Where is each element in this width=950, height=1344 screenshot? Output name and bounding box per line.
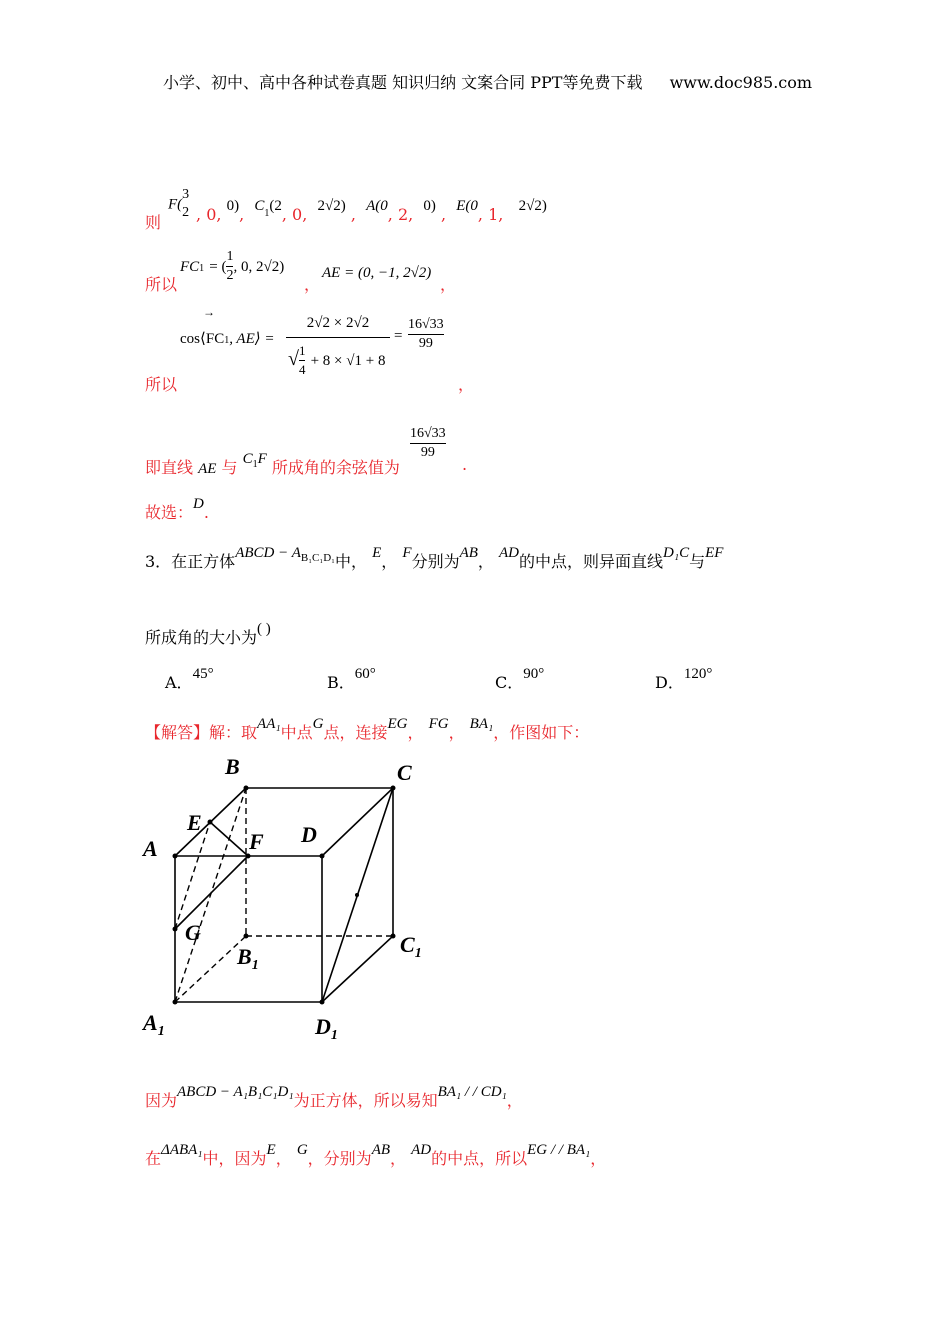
label-D1-letter: D [315, 1014, 331, 1039]
solution-line [145, 716, 590, 743]
cos-den-frac-d: 4 [298, 362, 306, 377]
cos-eq: = [394, 328, 403, 344]
cos-lhs-tail: , AE⟩ = [229, 331, 275, 347]
coords-C1-a: (2 [269, 198, 282, 214]
question-AD: AD [499, 545, 520, 561]
cos-end: ， [458, 375, 475, 394]
point-F [246, 854, 251, 859]
vec-FC1-sub: 1 [199, 263, 205, 274]
option-a[interactable] [165, 666, 214, 693]
label-C1-letter: C [400, 932, 415, 957]
solution-EG: EG [387, 716, 408, 732]
cube-solid-edges [175, 788, 393, 1002]
label-F: F [249, 829, 264, 854]
question-AB: AB [459, 545, 478, 561]
coords-E-c: 2√2) [518, 198, 547, 214]
choice-text: 故选： [145, 503, 194, 522]
label-D1-sub: 1 [330, 1028, 338, 1043]
question-num: 3．在正方体 [145, 552, 236, 571]
coords-sep: , [440, 205, 447, 224]
solution-t1: 解：取 [209, 723, 258, 742]
vectors-sep: ， [304, 275, 321, 294]
in-rel: EG / / BA₁ [527, 1142, 591, 1158]
label-B1 [236, 944, 259, 973]
label-C1-sub: 1 [414, 946, 422, 961]
question-EF: EF [705, 545, 724, 561]
coords-F-frac-n: 3 [182, 187, 190, 202]
label-A1 [141, 1010, 165, 1039]
option-b-value: 60° [354, 666, 376, 682]
coords-F [168, 186, 189, 222]
option-d-label: D． [655, 673, 684, 692]
label-B1-letter: B [237, 944, 252, 969]
cos-fracbar [286, 337, 390, 338]
conclusion-C1F-tail: F [257, 451, 267, 467]
in-tri: ΔABA₁ [161, 1142, 203, 1158]
question-E: E [372, 545, 382, 561]
option-d-value: 120° [683, 666, 713, 682]
question-line2 [145, 621, 271, 648]
question-t4: ， [477, 552, 494, 571]
in-line [145, 1142, 607, 1169]
option-d[interactable] [655, 666, 713, 693]
cos-den-frac-n: 1 [299, 342, 306, 361]
conclusion-text1: 即直线 [145, 458, 194, 477]
in-t4: ，分别为 [307, 1149, 372, 1168]
cos-arrow: → [203, 305, 215, 319]
point-D1 [320, 1000, 325, 1005]
solution-AA1: AA₁ [257, 716, 281, 732]
conclusion-text3: 所成角的余弦值为 [271, 458, 400, 477]
coords-sep: , [196, 205, 202, 224]
option-a-label: A． [165, 673, 193, 692]
coords-A-label: A(0 [366, 198, 388, 214]
vec-FC1-lhs: FC [180, 259, 200, 275]
cos-lhs-text: cos⟨FC [180, 331, 225, 347]
in-E: E [266, 1142, 276, 1158]
in-t3: ， [275, 1149, 292, 1168]
solution-t2: 中点 [280, 723, 313, 742]
cos-num [286, 312, 390, 332]
vectors-AE: AE = (0, −1, 2√2) [322, 265, 432, 281]
because-line [145, 1084, 523, 1111]
coords-F-frac-d: 2 [182, 205, 190, 220]
header-site: www.doc985.com [669, 73, 813, 92]
conclusion-C1F-sub: 1 [252, 459, 258, 470]
vec-FC1-eq: = ( [209, 259, 227, 275]
point-A [173, 854, 178, 859]
conclusion-AE: AE [198, 461, 217, 477]
coords-sep: , [498, 205, 504, 224]
solution-G: G [312, 716, 324, 732]
cos-den [288, 342, 385, 379]
coords-sep: , [302, 205, 308, 224]
coords-sep: , [239, 205, 245, 224]
in-t2: 中，因为 [202, 1149, 267, 1168]
in-t6: 的中点，所以 [431, 1149, 528, 1168]
point-E [208, 820, 213, 825]
point-G [173, 927, 178, 932]
point-A1 [173, 1000, 178, 1005]
cos-lhs-sub: 1 [224, 335, 230, 346]
conclusion-end: . [462, 455, 468, 474]
header-text: 小学、初中、高中各种试卷真题 知识归纳 文案合同 PPT等免费下载 [163, 73, 643, 92]
solution-t4: ， [407, 723, 424, 742]
choice-end: . [203, 503, 209, 522]
coords-val: 0 [292, 205, 303, 224]
option-c-value: 90° [523, 666, 545, 682]
because-rel: BA₁ / / CD₁ [437, 1084, 507, 1100]
solution-FG: FG [428, 716, 449, 732]
solution-t6: ，作图如下： [493, 723, 590, 742]
conclusion-result-d: 99 [420, 445, 435, 460]
solution-BA1: BA₁ [469, 716, 494, 732]
because-t2: 为正方体，所以易知 [293, 1091, 438, 1110]
vectors-end: ， [440, 275, 457, 294]
option-b[interactable] [327, 666, 376, 693]
vec-FC1-frac-d: 2 [226, 268, 234, 283]
cos-den-b: + 8 × √1 + 8 [310, 353, 386, 369]
coords-C1-label: C [254, 198, 265, 214]
conclusion-result [410, 425, 446, 462]
conclusion-C1F: C [242, 451, 253, 467]
question-t1: 中， [335, 552, 368, 571]
cos-lead: 所以 [145, 375, 178, 394]
label-A1-letter: A [143, 1010, 158, 1035]
cos-den-root: √ [288, 348, 299, 370]
cos-lhs [180, 328, 274, 348]
label-B: B [225, 754, 240, 779]
solution-t5: ， [448, 723, 465, 742]
solution-t3: 点，连接 [323, 723, 388, 742]
question-line1 [145, 545, 724, 572]
coords-C1-c: 2√2) [317, 198, 346, 214]
in-t7: ， [590, 1149, 607, 1168]
cos-result-d: 99 [418, 336, 433, 351]
solution-tag: 【解答】 [145, 723, 210, 742]
in-t1: 在 [145, 1149, 162, 1168]
vec-FC1-frac-n: 1 [226, 248, 233, 267]
point-B [244, 786, 249, 791]
cos-result [408, 316, 444, 353]
coords-val: 0 [206, 205, 217, 224]
coords-val: 1 [488, 205, 499, 224]
coords-sep: , [387, 205, 393, 224]
option-c-label: C． [495, 673, 524, 692]
coords-sep: , [408, 205, 414, 224]
question-t2: ， [381, 552, 398, 571]
question-line2-text: 所成角的大小为 [145, 628, 258, 647]
vectors-lead: 所以 [145, 275, 178, 294]
label-D1 [314, 1014, 338, 1043]
question-D1C: D₁C [663, 545, 690, 561]
coords-sep: , [281, 205, 287, 224]
label-C1 [400, 932, 422, 961]
label-C: C [397, 760, 412, 785]
label-B1-sub: 1 [251, 958, 259, 973]
question-cube: ABCD − A [235, 545, 301, 561]
coords-lead: 则 [145, 213, 162, 232]
because-t3: ， [506, 1091, 523, 1110]
option-a-value: 45° [192, 666, 214, 682]
coords-sep: , [477, 205, 484, 224]
question-t3: 分别为 [411, 552, 460, 571]
conclusion-result-n: 16√33 [410, 425, 446, 444]
in-G: G [296, 1142, 308, 1158]
label-G: G [185, 920, 201, 945]
option-c[interactable] [495, 666, 545, 693]
coords-F-label: F( [168, 196, 183, 213]
label-A1-sub: 1 [157, 1024, 165, 1039]
vectors-FC1 [180, 248, 284, 285]
label-A: A [143, 836, 158, 861]
point-mid [355, 893, 359, 897]
question-t5: 的中点，则异面直线 [519, 552, 664, 571]
point-C1 [391, 934, 396, 939]
option-b-label: B． [327, 673, 355, 692]
question-cube-tail: B₁C₁D₁ [300, 552, 335, 564]
coords-val: 2 [397, 205, 409, 224]
cube-labels [141, 754, 422, 1043]
cos-result-frac [408, 316, 444, 353]
because-cube: ABCD − A₁B₁C₁D₁ [177, 1084, 294, 1100]
cos-result-n: 16√33 [408, 316, 444, 335]
conclusion [145, 451, 400, 478]
conclusion-result-frac [410, 425, 446, 462]
label-D: D [301, 822, 317, 847]
label-E: E [187, 810, 202, 835]
because-t1: 因为 [145, 1091, 178, 1110]
coords-F-tail: 0) [226, 198, 240, 214]
question-paren: ( ) [257, 621, 271, 637]
coords-sep: , [350, 205, 356, 224]
page-header [163, 70, 812, 93]
cos-den-frac [299, 342, 306, 379]
coords-A-c: 0) [423, 198, 436, 214]
coords-E-label: E(0 [456, 198, 478, 214]
question-t6: 与 [689, 552, 706, 571]
cos-num-text: 2√2 × 2√2 [306, 315, 370, 331]
point-C [391, 786, 396, 791]
vec-FC1-rest: , 0, 2√2) [233, 259, 285, 275]
coords-C1-sub: 1 [264, 208, 270, 219]
coords-row [196, 198, 547, 225]
point-D [320, 854, 325, 859]
choice [145, 496, 209, 523]
choice-ans: D [193, 496, 204, 512]
in-t5: ， [390, 1149, 407, 1168]
coords-F-frac [182, 186, 189, 222]
cube-figure [135, 750, 435, 1050]
conclusion-text2: 与 [221, 458, 238, 477]
point-B1 [244, 934, 249, 939]
in-AB: AB [371, 1142, 391, 1158]
question-F: F [402, 545, 412, 561]
in-AD: AD [411, 1142, 432, 1158]
coords-sep: , [216, 205, 222, 224]
